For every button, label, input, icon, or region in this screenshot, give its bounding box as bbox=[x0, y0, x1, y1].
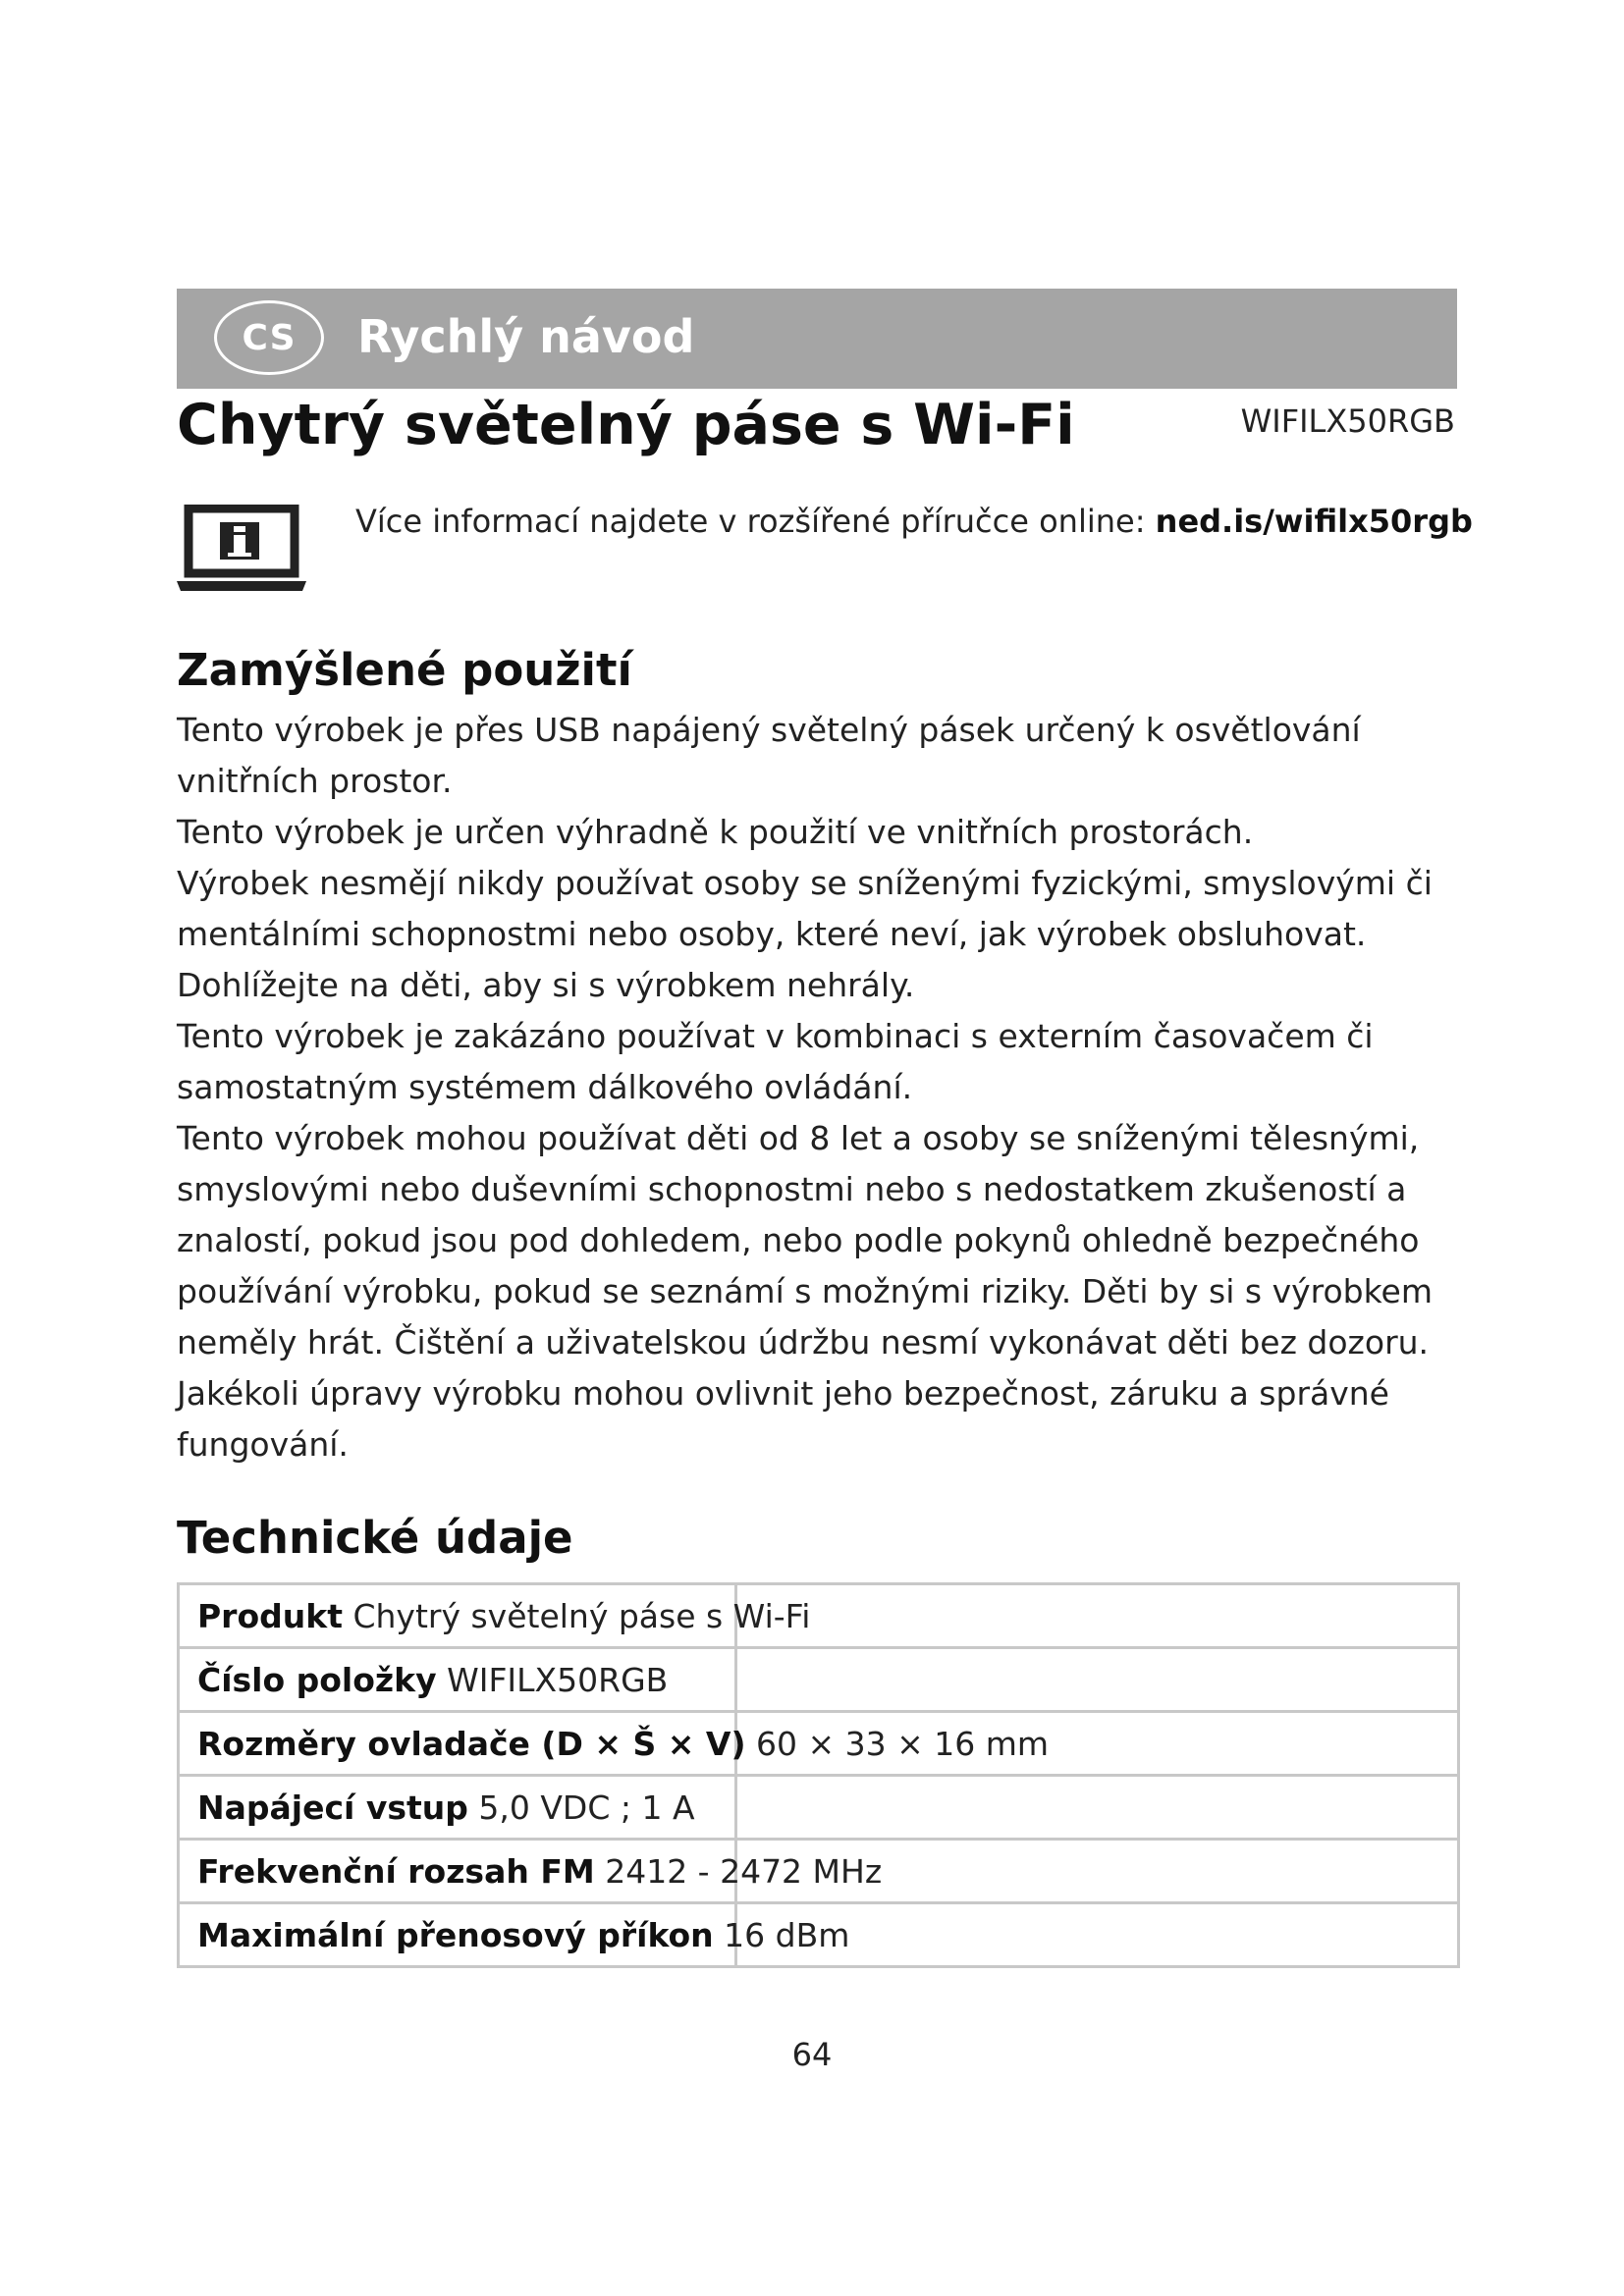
spec-value: WIFILX50RGB bbox=[447, 1660, 669, 1699]
technical-data-heading: Technické údaje bbox=[177, 1512, 573, 1564]
info-laptop-icon bbox=[175, 505, 308, 595]
spec-value: 16 dBm bbox=[724, 1915, 850, 1954]
spec-cell bbox=[179, 1776, 736, 1840]
table-row bbox=[179, 1712, 1459, 1776]
spec-empty-cell bbox=[736, 1648, 1459, 1712]
spec-cell bbox=[179, 1712, 1050, 1776]
spec-label: Maximální přenosový příkon bbox=[197, 1915, 714, 1954]
spec-cell bbox=[179, 1648, 736, 1712]
spec-cell bbox=[179, 1903, 850, 1967]
intended-use-paragraph: Tento výrobek je přes USB napájený světelný pásek určený k osvětlování vnitřních prostor. bbox=[177, 711, 1361, 800]
online-manual-text: Více informací najdete v rozšířené příručce online: bbox=[355, 503, 1156, 540]
banner-title: Rychlý návod bbox=[357, 310, 695, 363]
online-manual-link[interactable]: ned.is/wifilx50rgb bbox=[1155, 503, 1473, 540]
table-row bbox=[179, 1840, 1459, 1903]
spec-empty-cell bbox=[736, 1584, 1459, 1648]
intended-use-paragraph: Tento výrobek je určen výhradně k použití ve vnitřních prostorách. bbox=[177, 813, 1254, 851]
intended-use-paragraph: Výrobek nesmějí nikdy používat osoby se sníženými fyzickými, smyslovými či mentálními schopnostmi nebo osoby, které neví, jak výrobek obsluhovat. Dohlížejte na děti, aby si s výrobkem nehrály. bbox=[177, 864, 1433, 1004]
spec-label: Napájecí vstup bbox=[197, 1788, 468, 1827]
technical-data-table bbox=[177, 1582, 1460, 1968]
spec-label: Frekvenční rozsah FM bbox=[197, 1851, 595, 1891]
product-title: Chytrý světelný páse s Wi-Fi bbox=[177, 393, 1075, 457]
intended-use-text bbox=[177, 705, 1463, 1470]
spec-value: 5,0 VDC ; 1 A bbox=[478, 1788, 695, 1827]
table-row bbox=[179, 1584, 1459, 1648]
spec-value: 60 × 33 × 16 mm bbox=[756, 1724, 1050, 1763]
intended-use-paragraph: Tento výrobek je zakázáno používat v kombinaci s externím časovačem či samostatným systémem dálkového ovládání. bbox=[177, 1017, 1374, 1106]
spec-cell bbox=[179, 1584, 811, 1648]
spec-label: Produkt bbox=[197, 1596, 343, 1635]
spec-label: Rozměry ovladače (D × Š × V) bbox=[197, 1724, 746, 1763]
spec-value: 2412 - 2472 MHz bbox=[605, 1851, 883, 1891]
language-code-badge: CS bbox=[214, 300, 324, 375]
online-manual-line bbox=[355, 503, 1473, 540]
spec-empty-cell bbox=[736, 1776, 1459, 1840]
intended-use-paragraph: Jakékoli úpravy výrobku mohou ovlivnit jeho bezpečnost, záruku a správné fungování. bbox=[177, 1374, 1389, 1464]
intended-use-paragraph: Tento výrobek mohou používat děti od 8 let a osoby se sníženými tělesnými, smyslovými nebo duševními schopnostmi nebo s nedostatkem zkušeností a znalostí, pokud jsou pod dohledem, nebo podle pokynů ohledně bezpečného používání výrobku, pokud se seznámí s možnými riziky. Děti by si s výrobkem neměly hrát. Čištění a uživatelskou údržbu nesmí vykonávat děti bez dozoru. bbox=[177, 1119, 1434, 1362]
page-number: 64 bbox=[791, 2036, 833, 2073]
spec-value: Chytrý světelný páse s Wi-Fi bbox=[352, 1596, 811, 1635]
table-row bbox=[179, 1903, 1459, 1967]
item-number: WIFILX50RGB bbox=[1240, 402, 1455, 440]
intended-use-heading: Zamýšlené použití bbox=[177, 644, 632, 696]
spec-label: Číslo položky bbox=[197, 1660, 437, 1699]
spec-cell bbox=[179, 1840, 883, 1903]
table-row bbox=[179, 1648, 1459, 1712]
table-row bbox=[179, 1776, 1459, 1840]
language-banner bbox=[177, 289, 1457, 389]
